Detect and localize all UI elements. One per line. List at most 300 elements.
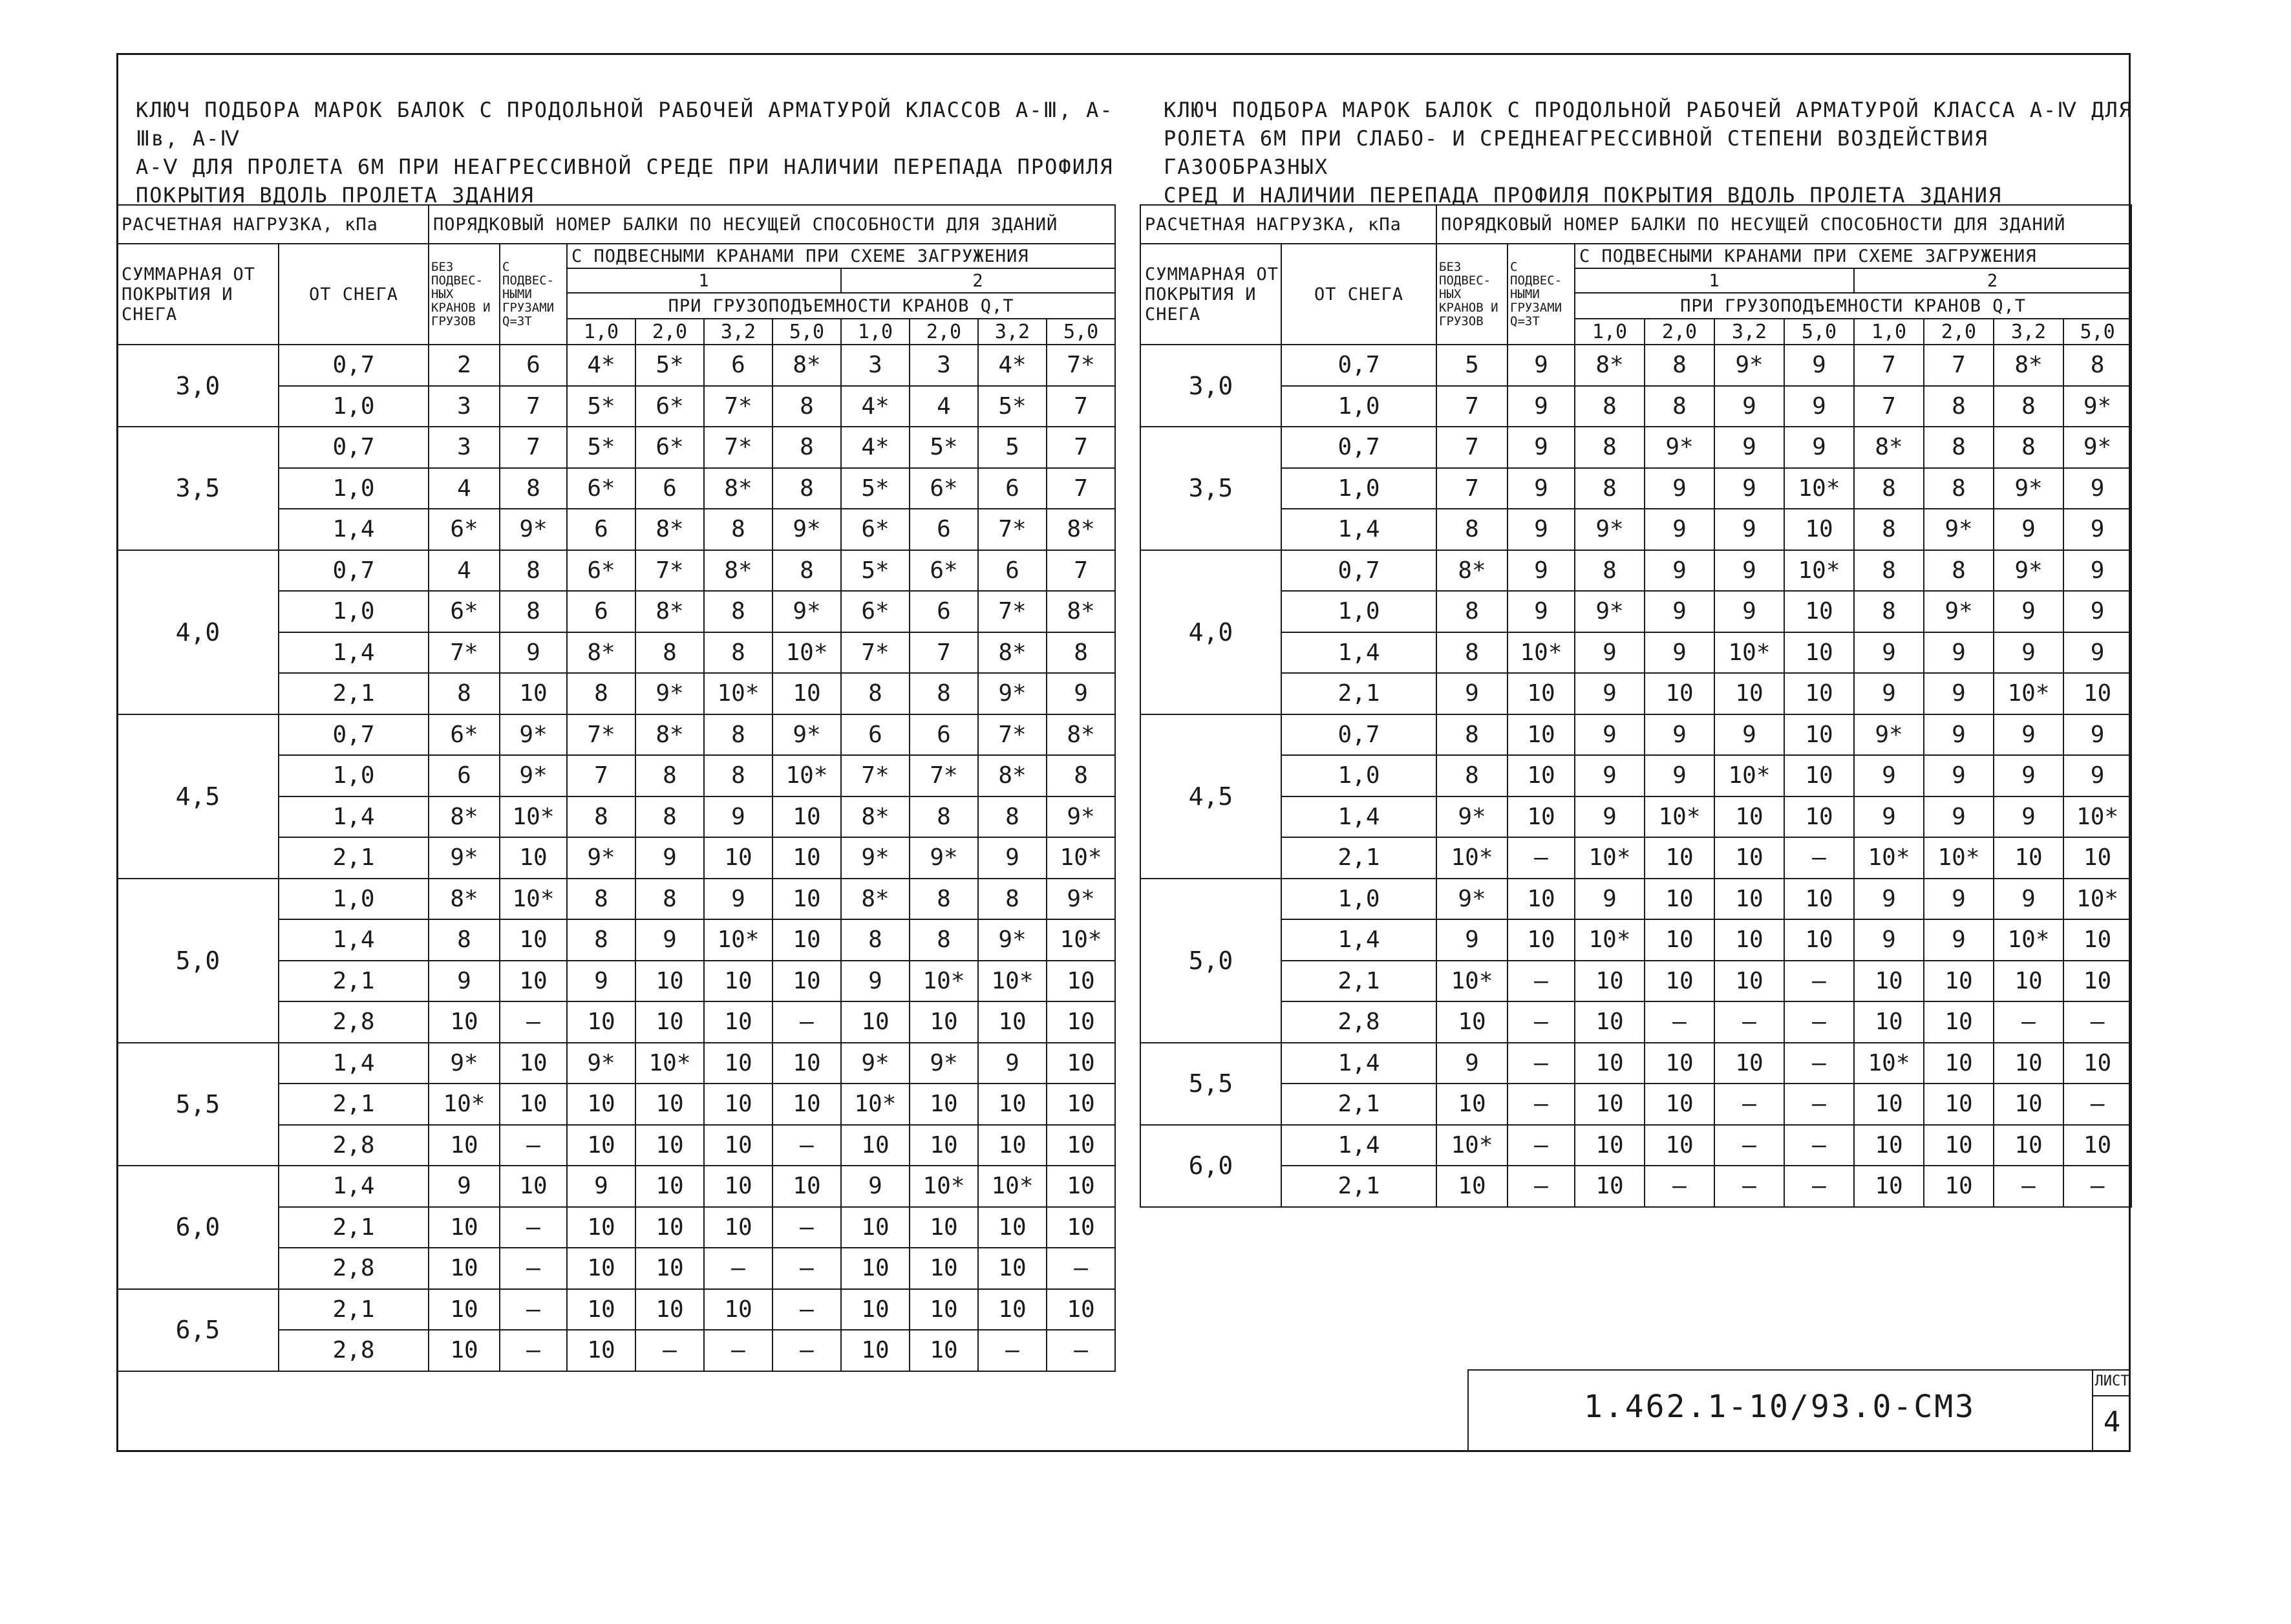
beam-number-cell: 6 — [704, 345, 773, 386]
beam-number-cell: 10 — [1854, 1001, 1924, 1043]
table-row — [1140, 961, 2131, 1002]
beam-number-cell: 10 — [1924, 1084, 1994, 1125]
snow-load-cell: 2,8 — [1281, 1001, 1436, 1043]
beam-number-cell: 10 — [500, 1084, 567, 1125]
beam-number-cell: 9 — [841, 961, 910, 1002]
beam-number-cell: 10 — [978, 1207, 1047, 1248]
beam-number-cell: 9* — [773, 591, 841, 632]
header-design-load: РАСЧЕТНАЯ НАГРУЗКА, кПа — [1140, 205, 1436, 244]
capacity-header-cell: 1,0 — [1575, 319, 1645, 345]
beam-number-cell: 10* — [1714, 755, 1784, 796]
beam-number-cell: 7 — [567, 755, 635, 796]
beam-number-cell: 8 — [635, 796, 704, 838]
snow-load-cell: 1,4 — [279, 632, 429, 674]
beam-number-cell: 10 — [1714, 837, 1784, 879]
beam-number-cell: — — [500, 1330, 567, 1371]
beam-number-cell: — — [2063, 1001, 2131, 1043]
beam-number-cell: 9* — [773, 509, 841, 550]
beam-number-cell: 8 — [978, 879, 1047, 920]
beam-number-cell: 10 — [1645, 837, 1714, 879]
snow-load-cell: 2,1 — [1281, 837, 1436, 879]
total-load-cell: 5,5 — [1140, 1043, 1281, 1125]
beam-number-cell: 9 — [1645, 632, 1714, 674]
beam-number-cell: 8 — [500, 468, 567, 509]
beam-number-cell: 10 — [1508, 714, 1575, 756]
snow-load-cell: 0,7 — [1281, 427, 1436, 468]
beam-number-cell: 10 — [841, 1125, 910, 1166]
snow-load-cell: 2,8 — [279, 1125, 429, 1166]
beam-number-cell: 10 — [1784, 796, 1854, 838]
beam-number-cell: 10* — [1436, 1125, 1508, 1166]
beam-number-cell: 9 — [2063, 468, 2131, 509]
beam-number-cell: 8 — [1924, 468, 1994, 509]
beam-number-cell: 9* — [1854, 714, 1924, 756]
beam-number-cell: 10 — [2063, 961, 2131, 1002]
header-total-load: СУММАРНАЯ ОТ ПОКРЫТИЯ И СНЕГА — [1140, 244, 1281, 345]
beam-number-cell: 10 — [704, 1043, 773, 1084]
table-row — [1140, 879, 2131, 920]
beam-number-cell: 8 — [635, 632, 704, 674]
snow-load-cell: 1,4 — [279, 919, 429, 961]
beam-number-cell: 10 — [1645, 673, 1714, 714]
beam-number-cell: 10 — [773, 1084, 841, 1125]
beam-number-cell: 10 — [910, 1248, 978, 1289]
beam-number-cell: 10 — [704, 1207, 773, 1248]
beam-number-cell: 9 — [567, 1166, 635, 1207]
beam-number-cell: — — [500, 1248, 567, 1289]
snow-load-cell: 2,8 — [279, 1330, 429, 1371]
beam-number-cell: 10 — [635, 1289, 704, 1330]
beam-number-cell: 10 — [1508, 673, 1575, 714]
beam-number-cell: 8 — [1575, 386, 1645, 427]
beam-number-cell: — — [1508, 1043, 1575, 1084]
beam-number-cell: 10* — [910, 961, 978, 1002]
beam-number-cell: 10 — [1645, 1084, 1714, 1125]
beam-number-cell: 7 — [500, 386, 567, 427]
beam-number-cell: 9 — [1714, 591, 1784, 632]
beam-number-cell: 10 — [1575, 961, 1645, 1002]
beam-number-cell: — — [500, 1207, 567, 1248]
beam-number-cell: 9* — [567, 837, 635, 879]
beam-number-cell: 8 — [704, 591, 773, 632]
beam-number-cell: 9 — [978, 1043, 1047, 1084]
beam-number-cell: 10 — [1047, 1289, 1115, 1330]
beam-number-cell: 10 — [567, 1248, 635, 1289]
beam-number-cell: — — [1047, 1330, 1115, 1371]
beam-number-cell: — — [1784, 1001, 1854, 1043]
beam-number-cell: 8 — [1994, 386, 2063, 427]
beam-number-cell: 9 — [1784, 386, 1854, 427]
beam-number-cell: 6* — [567, 550, 635, 592]
beam-number-cell: 7 — [910, 632, 978, 674]
beam-number-cell: 9* — [1924, 591, 1994, 632]
capacity-header-cell: 1,0 — [567, 319, 635, 345]
beam-number-cell: 8 — [773, 386, 841, 427]
beam-number-cell: — — [773, 1001, 841, 1043]
beam-number-cell: 9* — [841, 1043, 910, 1084]
table-row — [117, 714, 1115, 756]
beam-number-cell: 9* — [1047, 879, 1115, 920]
beam-number-cell: 9 — [1645, 591, 1714, 632]
table-row — [1140, 919, 2131, 961]
beam-number-cell: 9 — [704, 796, 773, 838]
beam-number-cell: 9 — [1994, 509, 2063, 550]
beam-number-cell: — — [2063, 1166, 2131, 1207]
beam-number-cell: 9 — [1575, 632, 1645, 674]
snow-load-cell: 2,1 — [1281, 961, 1436, 1002]
snow-load-cell: 2,1 — [1281, 1084, 1436, 1125]
header-with-hoists: С ПОДВЕС-НЫМИ ГРУЗАМИ Q=3Т — [1508, 244, 1575, 345]
beam-number-cell: 9* — [773, 714, 841, 756]
beam-number-cell: 9 — [1924, 796, 1994, 838]
beam-number-cell: — — [1714, 1125, 1784, 1166]
beam-number-cell: 10 — [910, 1084, 978, 1125]
beam-number-cell: 9* — [635, 673, 704, 714]
beam-number-cell: 10 — [500, 673, 567, 714]
beam-number-cell: 10 — [1924, 1125, 1994, 1166]
snow-load-cell: 1,4 — [279, 796, 429, 838]
beam-number-cell: 9 — [2063, 509, 2131, 550]
beam-number-cell: 10 — [773, 879, 841, 920]
beam-number-cell: 9 — [1714, 386, 1784, 427]
beam-number-cell: 10 — [1714, 796, 1784, 838]
beam-number-cell: 9 — [567, 961, 635, 1002]
beam-number-cell: 9 — [1575, 879, 1645, 920]
beam-number-cell: 8 — [978, 796, 1047, 838]
table-row — [1140, 509, 2131, 550]
beam-number-cell: 10* — [1994, 919, 2063, 961]
table-row — [117, 427, 1115, 468]
header-beam-number: ПОРЯДКОВЫЙ НОМЕР БАЛКИ ПО НЕСУЩЕЙ СПОСОБНОСТИ ДЛЯ ЗДАНИЙ — [1436, 205, 2131, 244]
beam-number-cell: 9* — [1924, 509, 1994, 550]
capacity-header-cell: 5,0 — [773, 319, 841, 345]
beam-number-cell: — — [1994, 1166, 2063, 1207]
beam-number-cell: — — [1508, 837, 1575, 879]
beam-number-cell: 6* — [635, 386, 704, 427]
beam-number-cell: 8 — [910, 879, 978, 920]
snow-load-cell: 1,4 — [1281, 509, 1436, 550]
beam-number-cell: 9 — [1994, 755, 2063, 796]
beam-number-cell: 8 — [1854, 550, 1924, 592]
beam-number-cell: 8* — [1994, 345, 2063, 386]
beam-number-cell: 8 — [1436, 591, 1508, 632]
beam-number-cell: 10 — [1994, 1084, 2063, 1125]
beam-number-cell: 10 — [978, 1248, 1047, 1289]
beam-number-cell: 7 — [1047, 468, 1115, 509]
beam-number-cell: 10 — [841, 1330, 910, 1371]
beam-number-cell: 9 — [1924, 879, 1994, 920]
table-row — [1140, 1001, 2131, 1043]
header-snow-load: ОТ СНЕГА — [279, 244, 429, 345]
snow-load-cell: 2,1 — [279, 837, 429, 879]
table-row — [117, 1289, 1115, 1330]
beam-number-cell: 9 — [1645, 468, 1714, 509]
beam-number-cell: 9* — [429, 1043, 500, 1084]
beam-number-cell: 7 — [1436, 427, 1508, 468]
beam-number-cell: 8 — [1047, 755, 1115, 796]
snow-load-cell: 1,0 — [279, 468, 429, 509]
table-row — [1140, 796, 2131, 838]
beam-number-cell: 3 — [910, 345, 978, 386]
total-load-cell: 3,5 — [1140, 427, 1281, 550]
snow-load-cell: 1,0 — [1281, 468, 1436, 509]
beam-number-cell: — — [773, 1125, 841, 1166]
total-load-cell: 4,0 — [1140, 550, 1281, 714]
beam-number-cell: 8 — [910, 796, 978, 838]
beam-number-cell: 7* — [704, 386, 773, 427]
table-row — [117, 1043, 1115, 1084]
capacity-header-cell: 5,0 — [1047, 319, 1115, 345]
beam-number-cell: 8 — [704, 632, 773, 674]
beam-number-cell: 9 — [978, 837, 1047, 879]
beam-number-cell: 8 — [1854, 591, 1924, 632]
beam-number-cell: 9 — [1784, 427, 1854, 468]
snow-load-cell: 1,0 — [279, 755, 429, 796]
capacity-header-cell: 2,0 — [1924, 319, 1994, 345]
beam-number-cell: 7 — [1436, 468, 1508, 509]
snow-load-cell: 1,4 — [1281, 1043, 1436, 1084]
beam-number-cell: 8 — [635, 879, 704, 920]
beam-number-cell: 5* — [910, 427, 978, 468]
beam-number-cell: 8* — [978, 632, 1047, 674]
beam-number-cell: 8 — [773, 427, 841, 468]
beam-number-cell: 10 — [704, 1084, 773, 1125]
beam-number-cell: 9* — [910, 1043, 978, 1084]
beam-number-cell: 10 — [1784, 919, 1854, 961]
snow-load-cell: 1,4 — [279, 509, 429, 550]
beam-number-cell: 5 — [1436, 345, 1508, 386]
beam-number-cell: 10 — [1645, 1125, 1714, 1166]
beam-number-cell: 8 — [567, 879, 635, 920]
beam-number-cell: 10 — [910, 1289, 978, 1330]
beam-number-cell: 9 — [429, 1166, 500, 1207]
beam-number-cell: 8 — [704, 509, 773, 550]
beam-number-cell: 10 — [978, 1289, 1047, 1330]
beam-number-cell: 10* — [841, 1084, 910, 1125]
beam-number-cell: 9* — [841, 837, 910, 879]
beam-number-cell: — — [704, 1248, 773, 1289]
snow-load-cell: 1,0 — [1281, 386, 1436, 427]
beam-number-cell: 7 — [1047, 427, 1115, 468]
beam-number-cell: 10 — [1436, 1084, 1508, 1125]
beam-number-cell: 10 — [2063, 1043, 2131, 1084]
beam-number-cell: 4* — [567, 345, 635, 386]
beam-number-cell: 9 — [2063, 755, 2131, 796]
beam-number-cell: 10 — [567, 1125, 635, 1166]
capacity-header-cell: 5,0 — [2063, 319, 2131, 345]
beam-number-cell: 10 — [1784, 755, 1854, 796]
beam-number-cell: 9 — [1714, 714, 1784, 756]
header-scheme-1: 1 — [1575, 268, 1854, 293]
title-stamp — [1467, 1369, 2131, 1451]
beam-number-cell: 9 — [1508, 591, 1575, 632]
beam-number-cell: 10 — [1047, 1043, 1115, 1084]
beam-number-cell: 10 — [2063, 919, 2131, 961]
beam-number-cell: 4* — [841, 386, 910, 427]
beam-number-cell: 8 — [1924, 386, 1994, 427]
beam-number-cell: 10 — [567, 1289, 635, 1330]
beam-number-cell: 10 — [635, 1001, 704, 1043]
beam-number-cell: 9* — [500, 509, 567, 550]
beam-key-table-right — [1140, 204, 2132, 1208]
beam-number-cell: 9* — [910, 837, 978, 879]
beam-number-cell: 9 — [1436, 673, 1508, 714]
beam-number-cell: — — [635, 1330, 704, 1371]
table-row — [1140, 1043, 2131, 1084]
beam-number-cell: — — [1508, 1125, 1575, 1166]
beam-number-cell: 8* — [635, 714, 704, 756]
beam-number-cell: 10* — [1047, 837, 1115, 879]
beam-number-cell: 10* — [1575, 837, 1645, 879]
header-scheme-2: 2 — [1854, 268, 2131, 293]
beam-number-cell: 9 — [1508, 550, 1575, 592]
beam-number-cell: 5* — [841, 550, 910, 592]
beam-number-cell: 9 — [1714, 509, 1784, 550]
total-load-cell: 5,0 — [117, 879, 279, 1043]
beam-number-cell: 6* — [841, 509, 910, 550]
beam-number-cell: 10 — [1714, 879, 1784, 920]
beam-number-cell: 10 — [567, 1330, 635, 1371]
beam-number-cell: 9 — [1575, 714, 1645, 756]
beam-number-cell: 10 — [500, 919, 567, 961]
beam-number-cell: 6 — [500, 345, 567, 386]
beam-number-cell: 10 — [910, 1207, 978, 1248]
beam-number-cell: 10* — [1714, 632, 1784, 674]
snow-load-cell: 1,0 — [1281, 755, 1436, 796]
beam-number-cell: 10* — [1854, 1043, 1924, 1084]
beam-number-cell: 9 — [1508, 509, 1575, 550]
snow-load-cell: 0,7 — [1281, 345, 1436, 386]
total-load-cell: 6,5 — [117, 1289, 279, 1371]
beam-number-cell: 10 — [1994, 837, 2063, 879]
table-row — [117, 345, 1115, 386]
beam-number-cell: 10 — [1714, 673, 1784, 714]
beam-number-cell: 10 — [429, 1125, 500, 1166]
total-load-cell: 6,0 — [1140, 1125, 1281, 1207]
beam-number-cell: 8* — [841, 796, 910, 838]
snow-load-cell: 0,7 — [279, 714, 429, 756]
beam-number-cell: 10* — [1994, 673, 2063, 714]
beam-number-cell: 8* — [429, 879, 500, 920]
beam-number-cell: — — [773, 1248, 841, 1289]
beam-number-cell: 7* — [567, 714, 635, 756]
beam-number-cell: 6 — [635, 468, 704, 509]
beam-number-cell: — — [1714, 1084, 1784, 1125]
beam-number-cell: 9 — [1994, 796, 2063, 838]
snow-load-cell: 1,4 — [279, 1166, 429, 1207]
beam-number-cell: 10 — [1436, 1001, 1508, 1043]
header-total-load: СУММАРНАЯ ОТ ПОКРЫТИЯ И СНЕГА — [117, 244, 279, 345]
beam-number-cell: 9 — [1508, 345, 1575, 386]
beam-number-cell: 9 — [1508, 386, 1575, 427]
beam-number-cell: 8 — [910, 673, 978, 714]
beam-number-cell: 10 — [978, 1001, 1047, 1043]
beam-number-cell: 9 — [1645, 509, 1714, 550]
beam-number-cell: 8* — [1047, 509, 1115, 550]
beam-number-cell: 9 — [1994, 632, 2063, 674]
beam-number-cell: 8* — [1436, 550, 1508, 592]
capacity-header-cell: 3,2 — [1994, 319, 2063, 345]
beam-number-cell: 8 — [1645, 386, 1714, 427]
beam-number-cell: 9 — [1575, 796, 1645, 838]
beam-number-cell: 10 — [1924, 1001, 1994, 1043]
beam-number-cell: 10 — [2063, 673, 2131, 714]
beam-number-cell: 10* — [1784, 468, 1854, 509]
document-code: 1.462.1-10/93.0-СМ3 — [1583, 1389, 1976, 1425]
capacity-header-cell: 3,2 — [978, 319, 1047, 345]
beam-number-cell: 10 — [1714, 961, 1784, 1002]
beam-number-cell: 9 — [1924, 755, 1994, 796]
beam-number-cell: — — [773, 1207, 841, 1248]
beam-number-cell: 3 — [841, 345, 910, 386]
beam-number-cell: 10 — [1047, 961, 1115, 1002]
snow-load-cell: 2,8 — [279, 1001, 429, 1043]
header-beam-number: ПОРЯДКОВЫЙ НОМЕР БАЛКИ ПО НЕСУЩЕЙ СПОСОБНОСТИ ДЛЯ ЗДАНИЙ — [429, 205, 1115, 244]
beam-number-cell: 10 — [773, 837, 841, 879]
beam-number-cell: 7* — [910, 755, 978, 796]
beam-number-cell: 9 — [2063, 591, 2131, 632]
beam-number-cell: 9 — [1924, 632, 1994, 674]
header-scheme-1: 1 — [567, 268, 841, 293]
beam-number-cell: 10 — [1508, 796, 1575, 838]
beam-number-cell: 9* — [2063, 427, 2131, 468]
beam-number-cell: 10* — [978, 1166, 1047, 1207]
beam-number-cell: 9 — [2063, 714, 2131, 756]
caption-left: КЛЮЧ ПОДБОРА МАРОК БАЛОК С ПРОДОЛЬНОЙ РАБОЧЕЙ АРМАТУРОЙ КЛАССОВ А-Ⅲ, А-Ⅲв, А-Ⅳ А-Ⅴ ДЛЯ ПРОЛЕТА 6М ПРИ НЕАГРЕССИВНОЙ СРЕДЕ ПРИ НАЛИЧИИ ПЕРЕПАДА ПРОФИЛЯ ПОКРЫТИЯ ВДОЛЬ ПРОЛЕТА ЗДАНИЯ — [136, 98, 1114, 208]
beam-number-cell: 9 — [1508, 427, 1575, 468]
beam-number-cell: 8* — [1047, 714, 1115, 756]
beam-number-cell: 10 — [1575, 1166, 1645, 1207]
beam-number-cell: 10 — [1575, 1001, 1645, 1043]
beam-number-cell: 10 — [635, 961, 704, 1002]
beam-number-cell: 8 — [1854, 509, 1924, 550]
beam-number-cell: 10* — [1436, 961, 1508, 1002]
snow-load-cell: 0,7 — [1281, 550, 1436, 592]
snow-load-cell: 2,1 — [279, 673, 429, 714]
beam-number-cell: 7 — [1436, 386, 1508, 427]
beam-number-cell: 9* — [2063, 386, 2131, 427]
beam-number-cell: 10 — [429, 1207, 500, 1248]
beam-number-cell: 10 — [704, 1289, 773, 1330]
beam-number-cell: — — [1645, 1001, 1714, 1043]
beam-number-cell: 10 — [567, 1207, 635, 1248]
beam-number-cell: 10 — [773, 796, 841, 838]
beam-number-cell: 4 — [429, 550, 500, 592]
table-row — [1140, 550, 2131, 592]
beam-number-cell: 8 — [704, 714, 773, 756]
beam-number-cell: 7* — [429, 632, 500, 674]
snow-load-cell: 1,0 — [279, 386, 429, 427]
beam-number-cell: 9 — [635, 919, 704, 961]
beam-number-cell: 6* — [841, 591, 910, 632]
beam-number-cell: 6* — [910, 550, 978, 592]
table-row — [1140, 1166, 2131, 1207]
beam-number-cell: 10 — [1714, 1043, 1784, 1084]
beam-number-cell: 9* — [1436, 796, 1508, 838]
beam-number-cell: 10 — [1994, 961, 2063, 1002]
beam-number-cell: 4* — [841, 427, 910, 468]
snow-load-cell: 2,8 — [279, 1248, 429, 1289]
beam-number-cell: 10 — [704, 1001, 773, 1043]
beam-number-cell: 4 — [910, 386, 978, 427]
table-row — [1140, 1084, 2131, 1125]
header-snow-load: ОТ СНЕГА — [1281, 244, 1436, 345]
beam-number-cell: 8 — [1924, 427, 1994, 468]
beam-number-cell: — — [704, 1330, 773, 1371]
beam-number-cell: 6 — [429, 755, 500, 796]
beam-number-cell: 8 — [567, 673, 635, 714]
total-load-cell: 4,0 — [117, 550, 279, 714]
